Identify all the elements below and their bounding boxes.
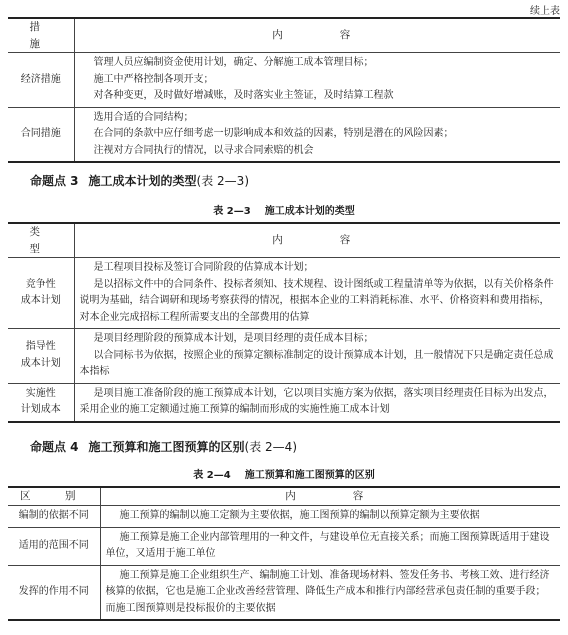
table-row xyxy=(8,329,560,384)
heading-number: 命题点 4 xyxy=(30,440,79,454)
content-line: 施工中严格控制各项开支； xyxy=(93,73,214,85)
column-header-measure: 措 施 xyxy=(8,18,74,53)
row-content xyxy=(100,527,560,565)
row-content xyxy=(74,53,560,108)
row-key-line: 成本计划 xyxy=(20,357,61,369)
table-caption-2-3 xyxy=(0,202,568,217)
row-content xyxy=(74,383,560,422)
table-row xyxy=(8,527,560,565)
table-header-row xyxy=(8,18,560,53)
continued-label: 续上表 xyxy=(530,6,560,17)
content-line: 管理人员应编制资金使用计划，确定、分解施工成本管理目标； xyxy=(93,57,374,68)
row-content xyxy=(100,506,560,528)
row-key-line: 指导性 xyxy=(25,341,56,353)
heading-title: 施工成本计划的类型 xyxy=(88,174,197,188)
section-heading-4 xyxy=(30,438,297,455)
cost-measures-table xyxy=(8,17,560,163)
table-row xyxy=(8,565,560,620)
heading-table-ref: (表 2—4) xyxy=(244,440,297,454)
content-line: 在合同的条款中应仔细考虑一切影响成本和效益的因素，特别是潜在的风险因素； xyxy=(93,128,454,139)
row-key: 编制的依据不同 xyxy=(8,506,100,528)
column-header-content: 内 容 xyxy=(74,18,560,53)
row-key-line: 成本计划 xyxy=(20,295,61,306)
budget-differences-table xyxy=(8,486,560,621)
content-line: 施工预算是施工企业内部管理用的一种文件，与建设单位无直接关系；而施工图预算既适用于建设单位，又适用于施工单位 xyxy=(105,531,550,559)
row-key xyxy=(8,329,74,384)
table-row xyxy=(8,383,560,422)
content-line: 是以招标文件中的合同条件、投标者须知、技术规程、设计图纸或工程量清单等为依据，以有关价格条件说明为基础，结合调研和现场考察获得的情况，根据本企业的工料消耗标准、水平、价格资料和费用指标，对本企业完成招标工程所需要支出的全部费用的估算 xyxy=(79,278,554,323)
row-key xyxy=(8,383,74,422)
table-header-row xyxy=(8,223,560,258)
column-header-content: 内 容 xyxy=(74,223,560,258)
content-line: 对各种变更，及时做好增减账，及时落实业主签证，及时结算工程款 xyxy=(93,90,394,101)
table-row xyxy=(8,506,560,528)
row-key: 适用的范围不同 xyxy=(8,527,100,565)
content-line: 选用合适的合同结构； xyxy=(93,111,194,123)
section-heading-3 xyxy=(30,172,249,189)
row-key: 发挥的作用不同 xyxy=(8,565,100,620)
row-key-line: 计划成本 xyxy=(20,404,61,415)
row-key: 合同措施 xyxy=(8,107,74,162)
row-key: 经济措施 xyxy=(8,53,74,108)
row-content xyxy=(74,258,560,329)
row-content xyxy=(100,565,560,620)
content-line: 施工预算是施工企业组织生产、编制施工计划、准备现场材料、签发任务书、考核工效、进行经济核算的依据，它也是施工企业改善经营管理、降低生产成本和推行内部经营承包责任制的重要手段；而施工图预算则是投标报价的主要依据 xyxy=(105,569,550,614)
caption-number: 表 2—3 xyxy=(213,206,251,217)
caption-number: 表 2—4 xyxy=(193,470,231,481)
table-header-row xyxy=(8,487,560,506)
row-content xyxy=(74,107,560,162)
heading-table-ref: (表 2—3) xyxy=(196,174,249,188)
column-header-difference: 区 别 xyxy=(8,487,100,506)
heading-title: 施工预算和施工图预算的区别 xyxy=(88,440,245,454)
cost-plan-types-table xyxy=(8,222,560,423)
content-line: 施工预算的编制以施工定额为主要依据，施工图预算的编制以预算定额为主要依据 xyxy=(119,510,480,521)
row-key xyxy=(8,258,74,329)
content-line: 注视对方合同执行的情况，以寻求合同索赔的机会 xyxy=(93,144,314,156)
caption-title: 施工预算和施工图预算的区别 xyxy=(244,470,375,481)
content-line: 是项目施工准备阶段的施工预算成本计划，它以项目实施方案为依据，落实项目经理责任目标为出发点，采用企业的施工定额通过施工预算的编制而形成的实施性施工成本计划 xyxy=(79,387,554,415)
table-row xyxy=(8,107,560,162)
column-header-content: 内 容 xyxy=(100,487,560,506)
row-key-line: 实施性 xyxy=(25,387,56,399)
row-key-line: 竞争性 xyxy=(25,278,56,290)
table-row xyxy=(8,258,560,329)
content-line: 以合同标书为依据，按照企业的预算定额标准制定的设计预算成本计划，且一般情况下只是确定责任总成本指标 xyxy=(79,349,554,377)
row-content xyxy=(74,329,560,384)
column-header-type: 类 型 xyxy=(8,223,74,258)
table-caption-2-4 xyxy=(0,466,568,481)
table-row xyxy=(8,53,560,108)
caption-title: 施工成本计划的类型 xyxy=(264,206,355,217)
content-line: 是项目经理阶段的预算成本计划，是项目经理的责任成本目标； xyxy=(93,333,374,344)
heading-number: 命题点 3 xyxy=(30,174,79,188)
content-line: 是工程项目投标及签订合同阶段的估算成本计划； xyxy=(93,262,314,273)
